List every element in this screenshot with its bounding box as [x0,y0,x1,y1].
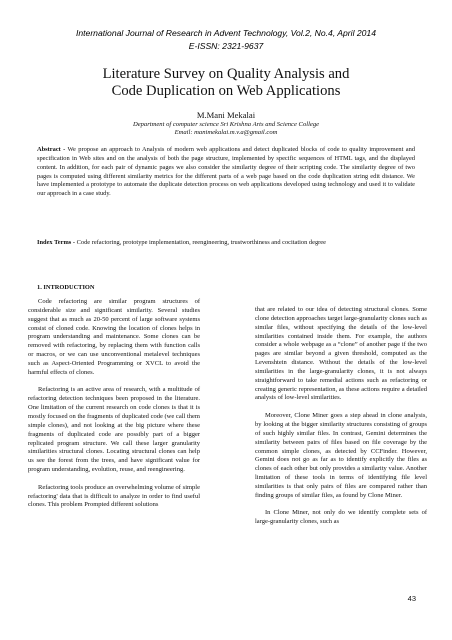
index-terms [37,239,415,248]
left-paragraph-2: Refactoring is an active area of research, with a multitude of refactoring detection techniques been proposed in the literature. One limitation of the current research on code clones is that it is mostly focused on the fragments of duplicated code (we call them simple clones), and not looking at the big picture where these fragments of duplicated code are possibly part of a bigger replicated program structure. We call these larger granularity similarities structural clones. Locating structural clones can help us see the forest from the trees, and have significant value for program understanding, evolution, reuse, and reengineering. [28,386,200,474]
right-paragraph-2: Moreover, Clone Miner goes a step ahead in clone analysis, by looking at the bigger similarity structures consisting of groups of such highly similar files. In contrast, Gemini determines the similarity between pairs of files based on file coverage by the common simple clones, as detected by CCFinder. However, Gemini does not go as far as to identify explicitly the files as clones of each other but only provides a similarity value. Another limitation of these tools in terms of identifying file level similarities is that only pairs of files are compared rather than finding groups of similar files, as found by Clone Miner. [255,412,427,499]
author-name: M.Mani Mekalai [196,110,256,120]
right-paragraph-3: In Clone Miner, not only do we identify complete sets of large-granularity clones, such as [255,509,427,526]
abstract-label: Abstract - [37,146,66,153]
journal-issn: E-ISSN: 2321-9637 [188,40,264,51]
left-column [28,298,200,519]
author-email: Email: manimekalai.m.v.a@gmail.com [174,129,278,136]
journal-header [0,27,452,52]
abstract-text: We propose an approach to Analysis of modern web applications and detect duplicated blocks of code to quality improvement and specification in Web sites and on the analysis of both the page structure, implemented by specific sequences of HTML tags, and the displayed content. In addition, for each pair of dynamic pages we also consider the similarity degree of their scripting code. The similarity degree of two pages is computed using different similarity metrics for the different parts of a web page based on the code duplication string edit distance. We have implemented a prototype to automate the duplicate detection process on web applications developed using technology and used it to validate our approach in a case study. [37,146,415,198]
title-line-2: Code Duplication on Web Applications [111,83,341,99]
page-number: 43 [407,594,416,603]
section-heading: 1. INTRODUCTION [37,284,95,291]
author-department: Department of computer science Sri Krishna Arts and Science College [132,121,320,128]
left-paragraph-1: Code refactoring are similar program structures of considerable size and significant similarity. Several studies suggest that as much as 20-50 percent of large software systems consist of cloned code. Knowing the location of clones helps in program understanding and maintenance. Some clones can be removed with refactoring, by replacing them with function calls or macros, or we can use unconventional metalevel techniques such as Aspect-Oriented Programming or XVCL to avoid the harmful effects of clones. [28,298,200,376]
paper-title [0,66,452,100]
abstract [37,146,415,199]
index-terms-label: Index Terms - [37,239,75,246]
left-paragraph-3: Refactoring tools produce an overwhelming volume of simple refactoring' data that is difficult to analyze in order to find useful clones. This problem Prompted different solutions [28,483,200,509]
right-paragraph-1: that are related to our idea of detecting structural clones. Some clone detection approaches target large-granularity clones such as similar files, without specifying the details of the low-level similarities contained inside them. For example, the authors consider a whole webpage as a “clone” of another page if the two pages are similar beyond a given threshold, computed as the Levenshtein distance. Without the details of the low-level similarities in the large-granularity clones, it is not always straightforward to take remedial actions such as refactoring or creating generic representation, as these actions require a detailed analysis of low-level similarities. [255,306,427,402]
title-line-1: Literature Survey on Quality Analysis and [102,66,350,82]
right-column [255,306,427,536]
journal-name: International Journal of Research in Advent Technology, Vol.2, No.4, April 2014 [75,28,376,38]
index-terms-text: Code refactoring, prototype implementation, reengineering, trustworthiness and cocitation degree [76,239,326,246]
